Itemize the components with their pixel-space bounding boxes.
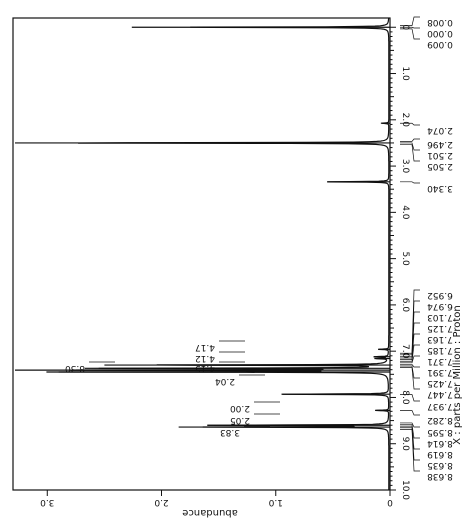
peak-label: 7.937 [427,401,453,411]
x-tick-label-4: 4.0 [400,205,410,220]
integral-label-0: 4.17 [194,342,216,352]
x-tick-label-1: 1.0 [400,66,410,81]
x-tick-label-5: 5.0 [400,251,410,266]
peak-label: 7.391 [427,367,453,377]
peak-label: 2.496 [427,139,453,149]
integral-label-1: 4.12 [194,353,216,363]
x-tick-label-6: 6.0 [400,297,410,313]
peak-label: 3.340 [427,183,453,193]
x-tick-label-0: 0 [400,24,410,31]
x-tick-label-8: 8.0 [400,390,410,405]
x-tick-label-3: 3.0 [400,158,410,174]
integral-label-4: 2.04 [214,376,236,386]
peak-label: 7.425 [427,378,453,388]
peak-label: 7.447 [427,389,453,399]
x-tick-label-10: 10.0 [400,479,410,501]
peak-label: 8.635 [427,460,453,470]
peak-label: 6.974 [427,301,453,311]
peak-label: 7.103 [427,312,453,322]
peak-label: 0.000 [427,28,453,38]
y-tick-label-2: 2.0 [154,497,169,507]
x-tick-label-9: 9.0 [400,436,410,451]
peak-label: 8.282 [427,415,453,425]
peak-label: 8.614 [427,438,453,448]
integral-label-5: 2.00 [229,403,251,413]
peak-label: 0.008 [427,17,453,27]
y-axis-label: abundance [182,507,238,518]
y-tick-label-1: 1.0 [268,497,283,507]
peak-label: 8.638 [427,471,453,481]
integral-label-6: 2.05 [229,415,251,425]
integral-label-3: 8.30 [64,363,86,373]
integral-label-7: 3.83 [219,427,241,437]
peak-label: 7.185 [427,345,453,355]
y-tick-label-3: 3.0 [40,497,55,507]
y-tick-label-0: 0 [387,497,393,507]
peak-label: 2.505 [427,161,453,171]
peak-label: 7.371 [427,356,453,366]
peak-label: 8.595 [427,427,453,437]
integral-label-2: 4.15 [194,363,216,373]
peak-label: 2.501 [427,150,453,160]
x-tick-label-2: 2.0 [400,112,410,127]
peak-label: 8.619 [427,449,453,459]
peak-label: 0.009 [427,39,453,49]
peak-label: 6.952 [427,290,453,300]
x-axis-label: X : parts per Million : Proton [452,305,463,445]
peak-label: 7.125 [427,323,453,333]
peak-label: 7.163 [427,334,453,344]
x-tick-label-7: 7.0 [400,344,410,359]
peak-label: 2.074 [427,125,453,135]
